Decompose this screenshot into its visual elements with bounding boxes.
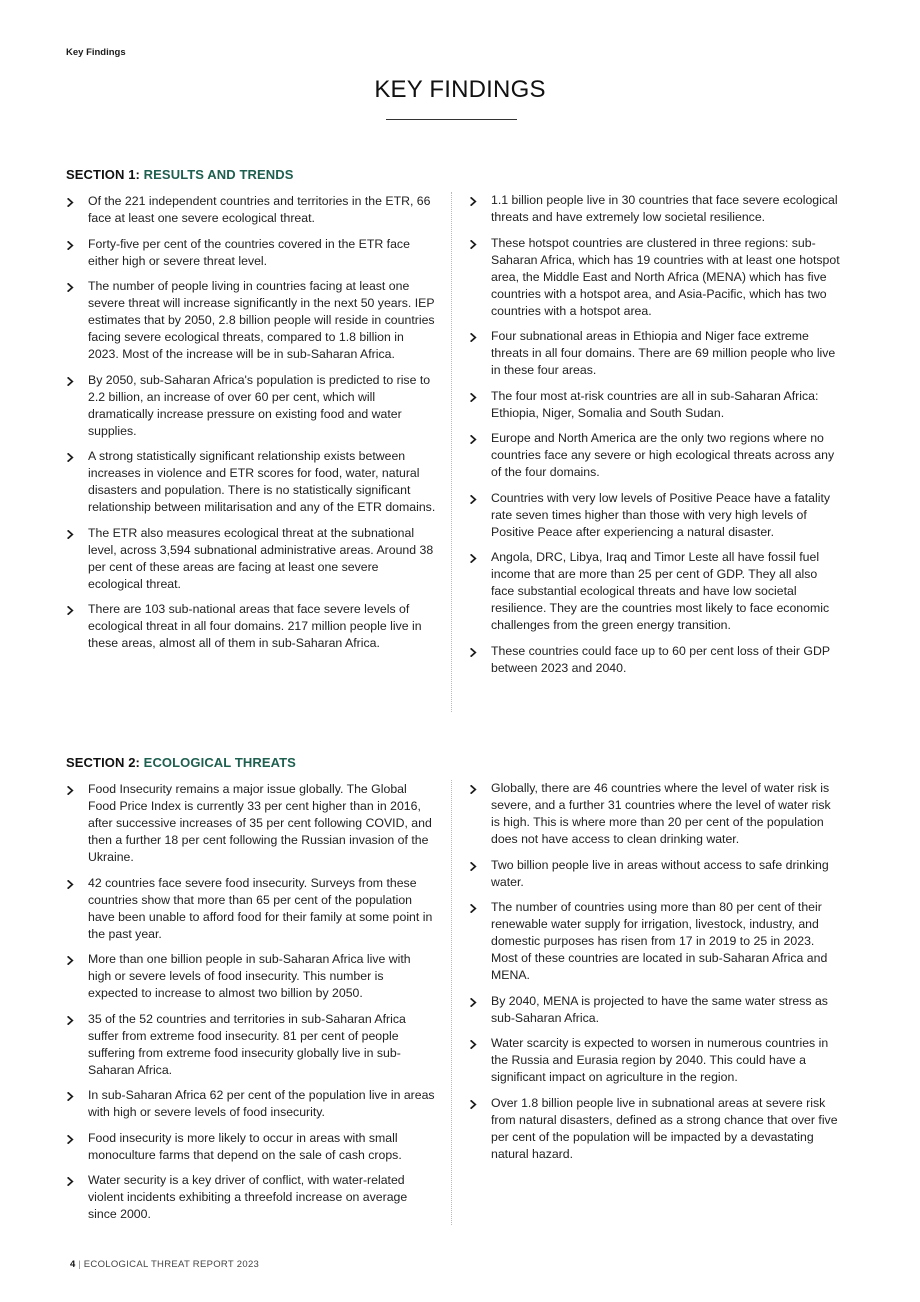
chevron-right-icon — [66, 283, 75, 292]
chevron-right-icon — [469, 998, 478, 1007]
section-1-accent-title: RESULTS AND TRENDS — [143, 167, 294, 182]
chevron-right-icon — [66, 453, 75, 462]
bullet-text: In sub-Saharan Africa 62 per cent of the population live in areas with high or severe levels of food insecurity. — [88, 1088, 435, 1119]
bullet-item — [66, 1130, 436, 1164]
bullet-item — [469, 328, 841, 379]
bullet-item — [469, 643, 841, 677]
bullet-text: The four most at-risk countries are all in sub-Saharan Africa: Ethiopia, Niger, Somalia and South Sudan. — [491, 388, 819, 420]
chevron-right-icon — [469, 904, 478, 913]
chevron-right-icon — [469, 862, 478, 871]
bullet-text: By 2040, MENA is projected to have the same water stress as sub-Saharan Africa. — [491, 993, 828, 1025]
bullet-item — [469, 490, 841, 541]
bullet-text: Four subnational areas in Ethiopia and Niger face extreme threats in all four domains. There are 69 million people who live in these four areas. — [491, 329, 836, 377]
bullet-item — [469, 235, 841, 320]
bullet-item — [469, 1095, 841, 1163]
page-footer — [70, 1259, 259, 1270]
section-1-column-divider — [451, 192, 452, 712]
section-1-right-column — [469, 192, 841, 685]
bullet-text: The number of people living in countries facing at least one severe threat will increase significantly in the next 50 years. IEP estimates that by 2050, 2.8 billion people will reside in countries facing severe ecological threats, compared to 1.8 billion in 2023. Most of the increase will be in sub-Saharan Africa. — [88, 279, 435, 361]
chevron-right-icon — [66, 198, 75, 207]
chevron-right-icon — [66, 956, 75, 965]
bullet-item — [66, 781, 436, 866]
bullet-item — [66, 1011, 436, 1079]
bullet-text: Over 1.8 billion people live in subnational areas at severe risk from natural disasters, defined as a strong chance that over five per cent of the population will be impacted by a devastating natural hazard. — [491, 1095, 838, 1161]
bullet-item — [66, 372, 436, 440]
chevron-right-icon — [469, 333, 478, 342]
section-2-column-divider — [451, 780, 452, 1225]
chevron-right-icon — [469, 554, 478, 563]
chevron-right-icon — [469, 1040, 478, 1049]
chevron-right-icon — [469, 495, 478, 504]
bullet-item — [66, 601, 436, 652]
bullet-text: Water security is a key driver of conflict, with water-related violent incidents exhibiting a threefold increase on average since 2000. — [88, 1173, 408, 1221]
bullet-item — [469, 780, 841, 848]
bullet-text: Angola, DRC, Libya, Iraq and Timor Leste all have fossil fuel income that are more than 25 per cent of GDP. They all also face substantial ecological threats and have low societal resilience. They are the countries most likely to face economic challenges from the green energy transition. — [491, 550, 830, 632]
section-2-accent-title: ECOLOGICAL THREATS — [143, 755, 296, 770]
bullet-item — [66, 1172, 436, 1223]
chevron-right-icon — [66, 1135, 75, 1144]
chevron-right-icon — [469, 197, 478, 206]
bullet-text: These countries could face up to 60 per cent loss of their GDP between 2023 and 2040. — [491, 643, 830, 675]
bullet-text: These hotspot countries are clustered in three regions: sub-Saharan Africa, which has 19 countries with at least one hotspot area, the Middle East and North Africa (MENA) which has five countries with a hotspot area, and Asia-Pacific, which has two countries with a hotspot area. — [491, 235, 840, 318]
section-1-heading — [66, 167, 294, 182]
page-number: 4 — [70, 1259, 76, 1270]
bullet-item — [469, 549, 841, 634]
bullet-text: Of the 221 independent countries and territories in the ETR, 66 face at least one severe ecological threat. — [88, 194, 431, 225]
bullet-text: There are 103 sub-national areas that face severe levels of ecological threat in all four domains. 217 million people live in these areas, almost all of them in sub-Saharan Africa. — [88, 602, 422, 650]
chevron-right-icon — [66, 1016, 75, 1025]
bullet-item — [469, 1035, 841, 1086]
chevron-right-icon — [469, 393, 478, 402]
bullet-text: Two billion people live in areas without access to safe drinking water. — [491, 857, 829, 889]
chevron-right-icon — [66, 880, 75, 889]
bullet-text: Europe and North America are the only two regions where no countries face any severe or high ecological threats across any of the four domains. — [491, 431, 835, 479]
bullet-text: Globally, there are 46 countries where the level of water risk is severe, and a further 31 countries where the level of water risk is high. This is where more than 20 per cent of the population does not have access to clean drinking water. — [491, 781, 831, 846]
chevron-right-icon — [469, 648, 478, 657]
bullet-item — [66, 875, 436, 943]
bullet-item — [66, 236, 436, 270]
section-2-right-column — [469, 780, 841, 1171]
bullet-item — [469, 857, 841, 891]
bullet-text: A strong statistically significant relationship exists between increases in violence and ETR scores for food, water, natural disasters and population. There is no statistically significant relationship between militarisation and any of the ETR domains. — [88, 449, 436, 514]
chevron-right-icon — [66, 786, 75, 795]
bullet-text: Food Insecurity remains a major issue globally. The Global Food Price Index is currently 33 per cent higher than in 2016, after successive increases of 35 per cent following COVID, and then a further 18 per cent following the Russian invasion of the Ukraine. — [88, 782, 432, 864]
chevron-right-icon — [469, 785, 478, 794]
title-underline — [386, 119, 517, 120]
bullet-item — [66, 1087, 436, 1121]
bullet-text: Water scarcity is expected to worsen in numerous countries in the Russia and Eurasia region by 2040. This could have a significant impact on agriculture in the region. — [491, 1036, 829, 1084]
bullet-text: The ETR also measures ecological threat at the subnational level, across 3,594 subnational administrative areas. Around 38 per cent of these areas are facing at least one severe ecological threat. — [88, 525, 434, 591]
report-name: ECOLOGICAL THREAT REPORT 2023 — [83, 1259, 260, 1270]
chevron-right-icon — [469, 435, 478, 444]
chevron-right-icon — [66, 1092, 75, 1101]
bullet-item — [469, 388, 841, 422]
bullet-text: The number of countries using more than 80 per cent of their renewable water supply for irrigation, livestock, industry, and domestic purposes has risen from 17 in 2019 to 25 in 2023. Most of these countries are located in sub-Saharan Africa and MENA. — [491, 900, 828, 982]
bullet-item — [66, 448, 436, 516]
section-2-prefix: SECTION 2: — [66, 755, 144, 770]
bullet-text: More than one billion people in sub-Saharan Africa live with high or severe levels of food insecurity. This number is expected to increase to almost two billion by 2050. — [88, 952, 411, 1000]
bullet-text: 1.1 billion people live in 30 countries that face severe ecological threats and have extremely low societal resilience. — [491, 193, 838, 224]
chevron-right-icon — [66, 530, 75, 539]
bullet-item — [469, 899, 841, 984]
footer-separator: | — [78, 1259, 81, 1270]
section-2-left-column — [66, 781, 436, 1232]
bullet-text: Food insecurity is more likely to occur in areas with small monoculture farms that depend on the sale of cash crops. — [88, 1130, 402, 1162]
chevron-right-icon — [66, 1177, 75, 1186]
bullet-item — [66, 525, 436, 593]
bullet-item — [66, 193, 436, 227]
bullet-text: By 2050, sub-Saharan Africa's population is predicted to rise to 2.2 billion, an increase of over 60 per cent, which will dramatically increase pressure on existing food and water supplies. — [88, 372, 431, 438]
bullet-text: 42 countries face severe food insecurity. Surveys from these countries show that more than 65 per cent of the population have been unable to afford food for their family at some point in the past year. — [88, 875, 433, 941]
chevron-right-icon — [469, 240, 478, 249]
chevron-right-icon — [66, 377, 75, 386]
bullet-item — [66, 278, 436, 363]
bullet-item — [469, 993, 841, 1027]
chevron-right-icon — [66, 606, 75, 615]
bullet-item — [469, 430, 841, 481]
section-2-heading — [66, 755, 296, 770]
running-head: Key Findings — [66, 47, 126, 58]
bullet-text: 35 of the 52 countries and territories in sub-Saharan Africa suffer from extreme food insecurity. 81 per cent of people suffering from extreme food insecurity globally live in sub-Saharan Africa. — [88, 1011, 406, 1077]
chevron-right-icon — [66, 241, 75, 250]
page-title: KEY FINDINGS — [374, 76, 546, 103]
section-1-left-column — [66, 193, 436, 661]
bullet-item — [469, 192, 841, 226]
bullet-text: Forty-five per cent of the countries covered in the ETR face either high or severe threat level. — [88, 236, 410, 268]
bullet-item — [66, 951, 436, 1002]
chevron-right-icon — [469, 1100, 478, 1109]
bullet-text: Countries with very low levels of Positive Peace have a fatality rate seven times higher than those with very high levels of Positive Peace after experiencing a natural disaster. — [491, 490, 831, 539]
section-1-prefix: SECTION 1: — [66, 167, 144, 182]
